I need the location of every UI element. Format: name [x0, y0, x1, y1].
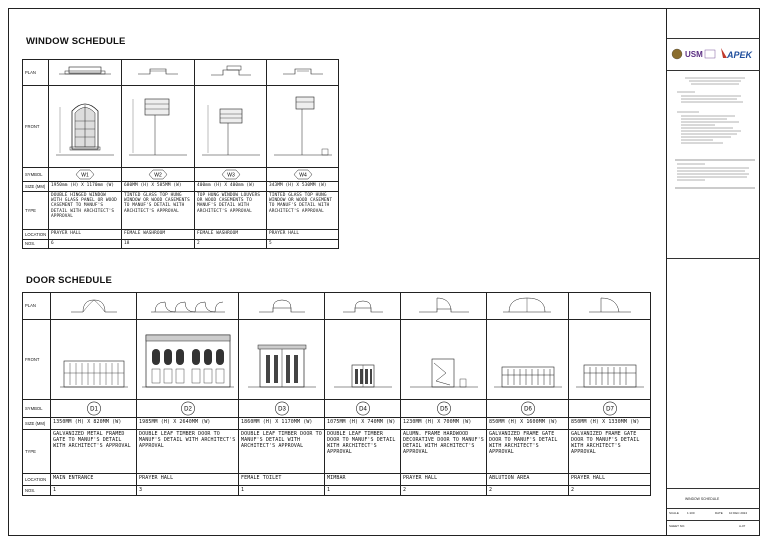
symbol-d5 [401, 400, 487, 418]
sheet-label: SHEET NO. [669, 524, 686, 528]
symbol-d5-text: D5 [439, 406, 448, 413]
symbol-w1-text: W1 [81, 172, 89, 179]
title-block-divider [667, 70, 760, 71]
size-w1: 1950mm (H) X 1170mm (W) [49, 182, 122, 192]
door-row-label-symbol: SYMBOL [23, 400, 51, 418]
symbol-d7-text: D7 [605, 406, 614, 413]
window-schedule-title: WINDOW SCHEDULE [26, 36, 126, 47]
symbol-w2 [122, 168, 195, 182]
symbol-d6-text: D6 [523, 406, 532, 413]
logo-right-text: APEK [727, 50, 753, 60]
nos-w3: 2 [195, 240, 267, 249]
symbol-d7 [569, 400, 651, 418]
row-label-type: TYPE [23, 192, 49, 230]
window-nos-row [23, 240, 339, 249]
drawing-title: WINDOW SCHEDULE [685, 497, 720, 501]
type-d2: DOUBLE LEAF TIMBER DOOR TO MANUF'S DETAIL WITH ARCHITECT'S APPROVAL [137, 430, 239, 474]
location-d6: ABLUTION AREA [487, 474, 569, 486]
door-plan-row [23, 293, 651, 320]
front-drawing-d4 [325, 320, 401, 400]
symbol-d2 [137, 400, 239, 418]
front-drawing-w3 [195, 86, 267, 168]
symbol-d2-text: D2 [183, 406, 192, 413]
location-w4: PRAYER HALL [267, 230, 339, 240]
door-nos-row [23, 486, 651, 496]
size-d7: 850MM (H) X 1330MM (W) [569, 418, 651, 430]
row-label-symbol: SYMBOL [23, 168, 49, 182]
type-d1: GALVANIZED METAL FRAMED GATE TO MANUF'S DETAIL WITH ARCHITECT'S APPROVAL [51, 430, 137, 474]
scale-value: 1:100 [687, 511, 695, 515]
door-location-row [23, 474, 651, 486]
title-block-divider [667, 520, 760, 521]
front-drawing-w2 [122, 86, 195, 168]
title-block-divider [667, 488, 760, 489]
date-value: 10 DEC 2024 [729, 511, 748, 515]
window-type-row [23, 192, 339, 230]
title-block-divider [667, 258, 760, 259]
sheet-value: A-07 [739, 524, 746, 528]
window-location-row [23, 230, 339, 240]
size-d2: 1985MM (H) X 2640MM (W) [137, 418, 239, 430]
size-w3: 400mm (H) X 400mm (W) [195, 182, 267, 192]
plan-drawing-d2 [137, 293, 239, 320]
door-type-row [23, 430, 651, 474]
plan-drawing-d6 [487, 293, 569, 320]
plan-drawing-d3 [239, 293, 325, 320]
location-d2: PRAYER HALL [137, 474, 239, 486]
nos-d7: 2 [569, 486, 651, 496]
symbol-d6 [487, 400, 569, 418]
symbol-w2-text: W2 [154, 172, 162, 179]
nos-d2: 3 [137, 486, 239, 496]
front-drawing-d7 [569, 320, 651, 400]
logo-left-text: USM [685, 50, 703, 59]
symbol-d3-text: D3 [277, 406, 286, 413]
nos-d1: 1 [51, 486, 137, 496]
front-drawing-w4 [267, 86, 339, 168]
type-d7: GALVANIZED FRAME GATE DOOR TO MANUF'S DETAIL WITH ARCHITECT'S APPROVAL [569, 430, 651, 474]
title-block-divider [667, 38, 760, 39]
nos-w4: 5 [267, 240, 339, 249]
plan-drawing-d5 [401, 293, 487, 320]
type-w4: TINTED GLASS TOP HUNG WINDOW OR WOOD CASEMENT TO MANUF'S DETAIL WITH ARCHITECT'S APPROVAL [267, 192, 339, 230]
window-symbol-row [23, 168, 339, 182]
row-label-size: SIZE (MM) [23, 182, 49, 192]
window-plan-row [23, 60, 339, 86]
type-w3: TOP HUNG WINDOW LOUVERS OR WOOD CASEMENTS TO MANUF'S DETAIL WITH ARCHITECT'S APPROVAL [195, 192, 267, 230]
location-w2: FEMALE WASHROOM [122, 230, 195, 240]
plan-drawing-d7 [569, 293, 651, 320]
location-d5: PRAYER HALL [401, 474, 487, 486]
door-schedule-title: DOOR SCHEDULE [26, 275, 112, 286]
door-row-label-nos: NOS. [23, 486, 51, 496]
type-d5: ALUMN. FRAME HARDWOOD DECORATIVE DOOR TO MANUF'S DETAIL WITH ARCHITECT'S APPROVAL [401, 430, 487, 474]
location-d7: PRAYER HALL [569, 474, 651, 486]
size-d1: 1350MM (H) X 820MM (W) [51, 418, 137, 430]
row-label-front: FRONT [23, 86, 49, 168]
title-block-notes [675, 76, 755, 251]
symbol-w4-text: W4 [298, 172, 307, 179]
size-d3: 1860MM (H) X 1170MM (W) [239, 418, 325, 430]
type-d6: GALVANIZED FRAME GATE DOOR TO MANUF'S DETAIL WITH ARCHITECT'S APPROVAL [487, 430, 569, 474]
size-w2: 680MM (H) X 585MM (W) [122, 182, 195, 192]
door-row-label-plan: PLAN [23, 293, 51, 320]
title-block-divider [667, 508, 760, 509]
door-schedule-table [22, 292, 651, 496]
type-w2: TINTED GLASS TOP HUNG WINDOW OR WOOD CASEMENTS TO MANUF'S DETAIL WITH ARCHITECT'S APPROVAL [122, 192, 195, 230]
symbol-d3 [239, 400, 325, 418]
plan-drawing-w2 [122, 60, 195, 86]
scale-label: SCALE [669, 511, 679, 515]
door-row-label-type: TYPE [23, 430, 51, 474]
type-d3: DOUBLE LEAF TIMBER DOOR TO MANUF'S DETAIL WITH ARCHITECT'S APPROVAL [239, 430, 325, 474]
date-label: DATE [715, 511, 723, 515]
plan-drawing-d4 [325, 293, 401, 320]
plan-drawing-w3 [195, 60, 267, 86]
type-d4: DOUBLE LEAF TIMBER DOOR TO MANUF'S DETAIL WITH ARCHITECT'S APPROVAL [325, 430, 401, 474]
university-crest-icon [672, 49, 682, 59]
title-block-fine-print [675, 76, 755, 246]
symbol-w3 [195, 168, 267, 182]
plan-drawing-w1 [49, 60, 122, 86]
symbol-d1 [51, 400, 137, 418]
nos-d4: 1 [325, 486, 401, 496]
nos-d5: 2 [401, 486, 487, 496]
row-label-location: LOCATION [23, 230, 49, 240]
door-front-row [23, 320, 651, 400]
symbol-w1 [49, 168, 122, 182]
location-w1: PRAYER HALL [49, 230, 122, 240]
window-front-row [23, 86, 339, 168]
door-symbol-row [23, 400, 651, 418]
plan-drawing-d1 [51, 293, 137, 320]
window-size-row [23, 182, 339, 192]
symbol-d1-text: D1 [89, 406, 98, 413]
front-drawing-w1 [49, 86, 122, 168]
type-w1: DOUBLE HINGED WINDOW WITH GLASS PANEL OR WOOD CASEMENT TO MANUF'S DETAIL WITH ARCHITECT'S APPROVAL [49, 192, 122, 230]
door-row-label-location: LOCATION [23, 474, 51, 486]
location-w3: FEMALE WASHROOM [195, 230, 267, 240]
location-d3: FEMALE TOILET [239, 474, 325, 486]
title-block [666, 8, 760, 536]
size-d4: 1075MM (H) X 740MM (W) [325, 418, 401, 430]
nos-w1: 6 [49, 240, 122, 249]
front-drawing-d1 [51, 320, 137, 400]
location-d1: MAIN ENTRANCE [51, 474, 137, 486]
nos-w2: 18 [122, 240, 195, 249]
size-w4: 343MM (H) X 530MM (W) [267, 182, 339, 192]
symbol-d4-text: D4 [358, 406, 367, 413]
front-drawing-d6 [487, 320, 569, 400]
door-size-row [23, 418, 651, 430]
window-schedule-table [22, 59, 339, 249]
title-block-logos [671, 44, 757, 64]
nos-d6: 2 [487, 486, 569, 496]
front-drawing-d5 [401, 320, 487, 400]
symbol-w3-text: W3 [226, 172, 235, 179]
size-d6: 850MM (H) X 1600MM (W) [487, 418, 569, 430]
door-row-label-front: FRONT [23, 320, 51, 400]
plan-drawing-w4 [267, 60, 339, 86]
size-d5: 1230MM (H) X 700MM (W) [401, 418, 487, 430]
symbol-d4 [325, 400, 401, 418]
front-drawing-d3 [239, 320, 325, 400]
row-label-nos: NOS. [23, 240, 49, 249]
front-drawing-d2 [137, 320, 239, 400]
symbol-w4 [267, 168, 339, 182]
row-label-plan: PLAN [23, 60, 49, 86]
nos-d3: 1 [239, 486, 325, 496]
door-row-label-size: SIZE (MM) [23, 418, 51, 430]
location-d4: MIMBAR [325, 474, 401, 486]
